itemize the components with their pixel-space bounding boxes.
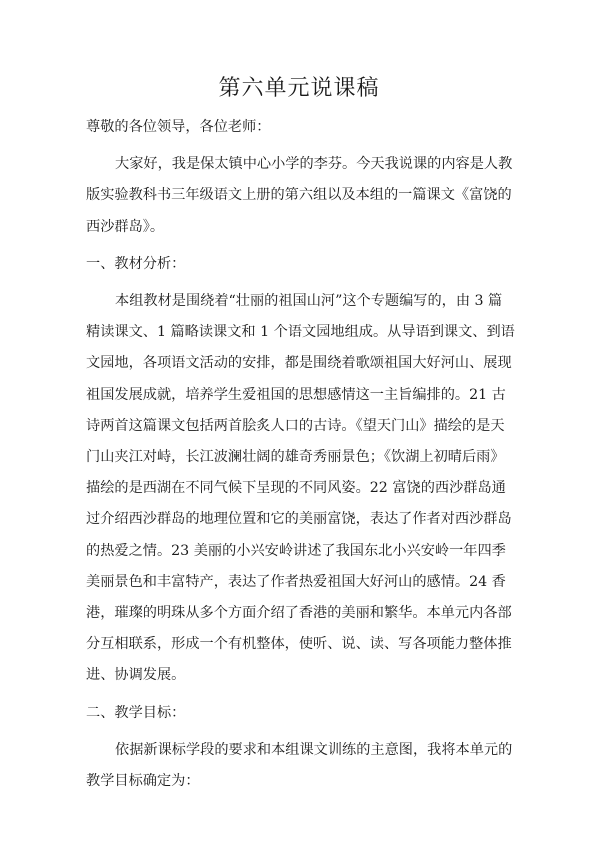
teaching-goals-paragraph (86, 735, 512, 797)
intro-paragraph (86, 149, 512, 243)
analysis-line: 描绘的是西湖在不同气候下呈现的不同风姿。22 富饶的西沙群岛通 (86, 480, 506, 497)
goals-line: 教学目标确定为： (86, 773, 200, 790)
section-heading-textbook-analysis: 一、教材分析： (86, 255, 186, 272)
goals-line: 依据新课标学段的要求和本组课文训练的主意图，我将本单元的 (115, 741, 513, 758)
analysis-line: 的热爱之情。23 美丽的小兴安岭讲述了我国东北小兴安岭一年四季 (86, 542, 506, 559)
intro-line: 版实验教科书三年级语文上册的第六组以及本组的一篇课文《富饶的 (86, 187, 512, 204)
analysis-line: 港，璀璨的明珠从多个方面介绍了香港的美丽和繁华。本单元内各部 (86, 605, 512, 622)
intro-line: 西沙群岛》。 (86, 218, 165, 235)
document-title: 第六单元说课稿 (218, 76, 380, 101)
analysis-line: 精读课文、1 篇略读课文和 1 个语文园地组成。从导语到课文、到语 (86, 324, 515, 341)
analysis-line: 分互相联系，形成一个有机整体，使听、说、读、写各项能力整体推 (86, 636, 512, 653)
analysis-line: 本组教材是围绕着“壮丽的祖国山河”这个专题编写的，由 3 篇 (115, 293, 503, 310)
analysis-line: 过介绍西沙群岛的地理位置和它的美丽富饶，表达了作者对西沙群岛 (86, 511, 512, 528)
analysis-line: 诗两首这篇课文包括两首脍炙人口的古诗。《望天门山》描绘的是天 (86, 417, 505, 434)
textbook-analysis-paragraph (86, 286, 515, 692)
analysis-line: 进、协调发展。 (86, 667, 186, 684)
intro-line: 大家好，我是保太镇中心小学的李芬。今天我说课的内容是人教 (115, 156, 513, 173)
analysis-line: 门山夹江对峙，长江波澜壮阔的雄奇秀丽景色；《饮湖上初晴后雨》 (86, 449, 505, 466)
analysis-line: 美丽景色和丰富特产，表达了作者热爱祖国大好河山的感情。24 香 (86, 573, 506, 590)
section-heading-teaching-goals: 二、教学目标： (86, 704, 186, 721)
salutation: 尊敬的各位领导，各位老师： (86, 119, 271, 135)
analysis-line: 文园地，各项语文活动的安排，都是围绕着歌颂祖国大好河山、展现 (86, 355, 512, 372)
analysis-line: 祖国发展成就，培养学生爱祖国的思想感情这一主旨编排的。21 古 (86, 386, 506, 403)
